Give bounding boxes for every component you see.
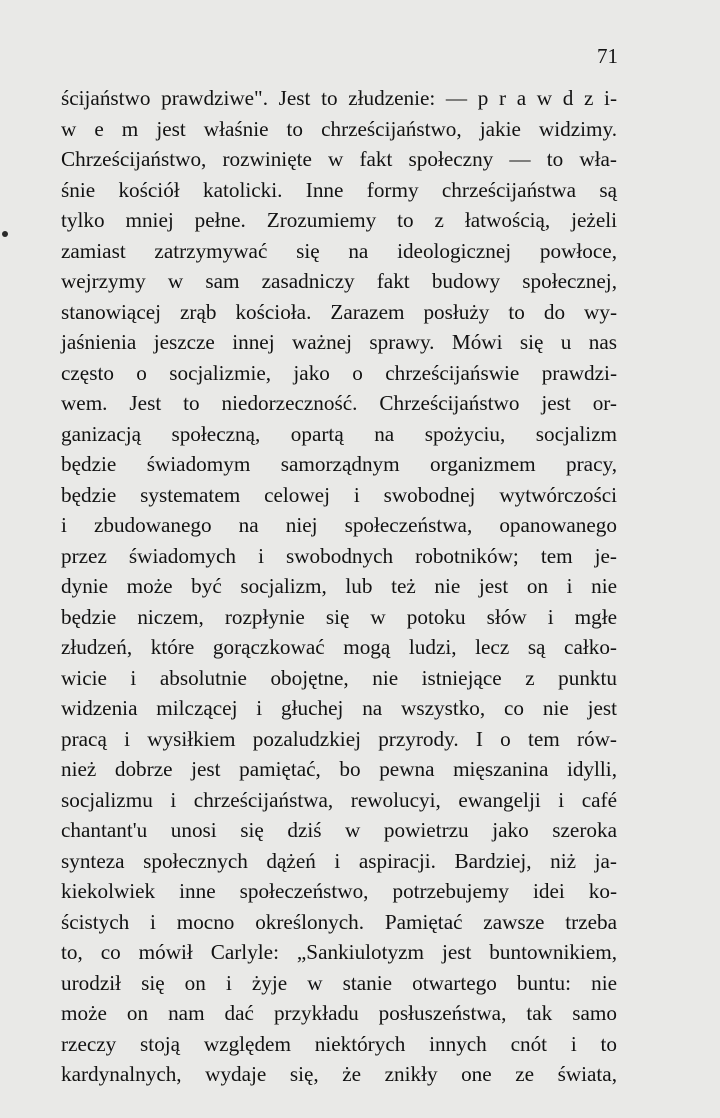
text-line: chantant'u unosi się dziś w powietrzu jako szeroka (61, 818, 617, 842)
text-line: ganizacją społeczną, opartą na spożyciu, socjalizm (61, 421, 617, 446)
text-line: przez świadomych i swobodnych robotników; tem je- (61, 543, 617, 568)
text-line: tylko mniej pełne. Zrozumiemy to z łatwością, jeżeli (61, 208, 617, 232)
text-line: widzenia milczącej i głuchej na wszystko, co nie jest (61, 696, 617, 720)
text-line: będzie systematem celowej i swobodnej wytwórczości (61, 482, 617, 507)
text-line: jaśnienia jeszcze innej ważnej sprawy. Mówi się u nas (61, 330, 617, 354)
text-line: kiekolwiek inne społeczeństwo, potrzebujemy idei ko- (61, 879, 617, 903)
text-line: urodził się on i żyje w stanie otwartego buntu: nie (61, 970, 617, 995)
text-line: często o socjalizmie, jako o chrześcijańswie prawdzi- (61, 360, 617, 385)
text-line: rzeczy stoją względem niektórych innych cnót i to (61, 1031, 617, 1056)
text-line: wicie i absolutnie obojętne, nie istniejące z punktu (61, 665, 617, 690)
text-line: będzie niczem, rozpłynie się w potoku słów i mgłe (61, 604, 617, 629)
page-number: 71 (597, 44, 618, 68)
text-line: ścijaństwo prawdziwe". Jest to złudzenie: — p r a w d z i- (61, 86, 617, 110)
text-line: pracą i wysiłkiem pozaludzkiej przyrody. I o tem rów- (61, 726, 617, 751)
body-text (61, 83, 617, 1090)
text-line: kardynalnych, wydaje się, że znikły one ze świata, (61, 1062, 617, 1086)
text-line: to, co mówił Carlyle: „Sankiulotyzm jest buntownikiem, (61, 940, 617, 964)
text-line: dynie może być socjalizm, lub też nie jest on i nie (61, 574, 617, 598)
text-line: wejrzymy w sam zasadniczy fakt budowy społecznej, (61, 269, 617, 293)
text-line: złudzeń, które gorączkować mogą ludzi, lecz są całko- (61, 635, 617, 659)
text-line: wem. Jest to niedorzeczność. Chrześcijaństwo jest or- (61, 391, 617, 415)
text-line: będzie świadomym samorządnym organizmem pracy, (61, 452, 617, 476)
ink-speck (2, 231, 8, 237)
text-line: śnie kościół katolicki. Inne formy chrześcijaństwa są (61, 177, 617, 202)
text-line: socjalizmu i chrześcijaństwa, rewolucyi, ewangelji i café (61, 787, 617, 812)
text-line: nież dobrze jest pamiętać, bo pewna mięszanina idylli, (61, 757, 617, 781)
text-line: w e m jest właśnie to chrześcijaństwo, jakie widzimy. (61, 116, 617, 141)
text-line: synteza społecznych dążeń i aspiracji. Bardziej, niż ja- (61, 848, 617, 873)
text-line: ścistych i mocno określonych. Pamiętać zawsze trzeba (61, 909, 617, 934)
text-line: stanowiącej zrąb kościoła. Zarazem posłuży to do wy- (61, 299, 617, 324)
text-line: i zbudowanego na niej społeczeństwa, opanowanego (61, 513, 617, 537)
text-line: może on nam dać przykładu posłuszeństwa, tak samo (61, 1001, 617, 1025)
text-line: zamiast zatrzymywać się na ideologicznej powłoce, (61, 238, 617, 263)
text-line: Chrześcijaństwo, rozwinięte w fakt społeczny — to wła- (61, 147, 617, 171)
